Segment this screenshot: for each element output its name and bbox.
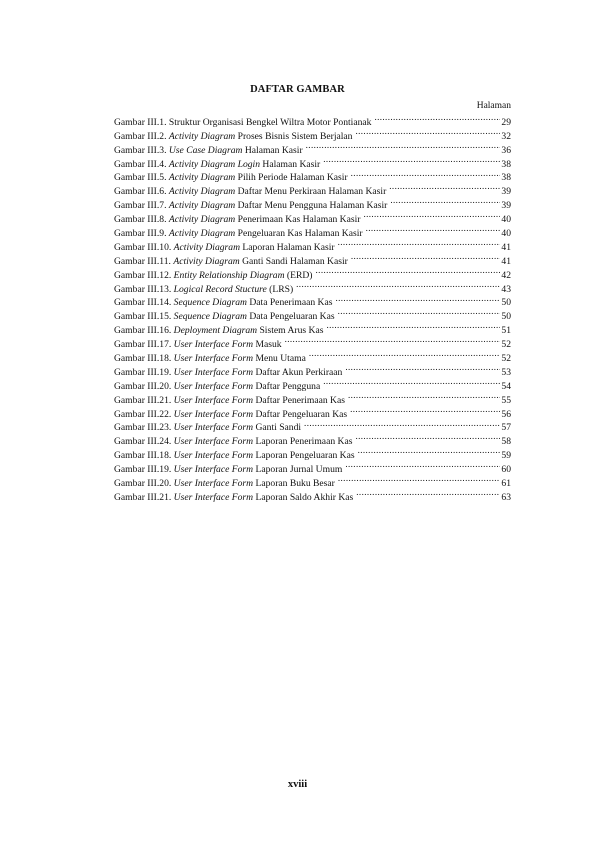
dot-leader <box>285 333 501 347</box>
figure-page-number: 58 <box>501 436 511 448</box>
figure-caption <box>114 269 313 283</box>
figure-title: Pilih Periode Halaman Kasir <box>235 172 348 184</box>
dot-leader <box>350 403 500 417</box>
figure-title: Daftar Akun Perkiraan <box>253 366 343 378</box>
figure-title-italic: Activity Diagram Login <box>168 158 261 170</box>
figure-entry[interactable] <box>114 111 511 128</box>
figure-title: (ERD) <box>284 269 313 281</box>
figure-caption <box>114 227 363 241</box>
dot-leader <box>355 125 500 139</box>
figure-page-number: 60 <box>501 464 511 476</box>
dot-leader <box>306 139 501 153</box>
figure-page-number: 38 <box>501 172 511 184</box>
dot-leader <box>323 375 500 389</box>
figure-number: Gambar III.10. <box>114 241 174 253</box>
figure-title: Daftar Menu Perkiraan Halaman Kasir <box>235 186 387 198</box>
figure-page-number: 59 <box>501 450 511 462</box>
figure-number: Gambar III.12. <box>114 269 174 281</box>
dot-leader <box>351 250 501 264</box>
figure-page-number: 56 <box>501 408 511 420</box>
dot-leader <box>356 486 500 500</box>
figure-title: Laporan Saldo Akhir Kas <box>253 491 354 503</box>
figure-number: Gambar III.6. <box>114 186 169 198</box>
figure-number: Gambar III.7. <box>114 200 169 212</box>
figure-title: Daftar Pengeluaran Kas <box>253 408 348 420</box>
figure-caption <box>114 255 348 269</box>
figure-number: Gambar III.18. <box>114 353 174 365</box>
figure-number: Gambar III.21. <box>114 491 174 503</box>
figure-title-italic: Activity Diagram <box>168 186 236 198</box>
figure-page-number: 40 <box>501 214 511 226</box>
figure-title: Masuk <box>253 339 282 351</box>
page-column-header: Halaman <box>476 101 511 111</box>
figure-number: Gambar III.18. <box>114 450 174 462</box>
figure-page-number: 40 <box>501 228 511 240</box>
figure-caption <box>114 171 348 185</box>
figure-title: (LRS) <box>266 283 294 295</box>
figure-page-number: 53 <box>501 366 511 378</box>
figure-title-italic: Sequence Diagram <box>173 311 247 323</box>
figure-title-italic: Activity Diagram <box>168 200 236 212</box>
figure-title: Data Pengeluaran Kas <box>246 311 335 323</box>
page-number: xviii <box>287 779 308 790</box>
dot-leader <box>326 319 500 333</box>
figure-page-number: 42 <box>501 269 511 281</box>
dot-leader <box>323 153 500 167</box>
dot-leader <box>366 222 501 236</box>
figure-title-italic: User Interface Form <box>173 464 254 476</box>
figure-title-italic: User Interface Form <box>173 491 254 503</box>
figure-title: Halaman Kasir <box>242 144 303 156</box>
figure-number: Gambar III.20. <box>114 380 174 392</box>
figure-page-number: 55 <box>501 394 511 406</box>
figure-number: Gambar III.9. <box>114 228 169 240</box>
figure-title-italic: User Interface Form <box>173 394 254 406</box>
figure-caption <box>114 144 303 158</box>
figure-title-italic: User Interface Form <box>173 353 254 365</box>
figure-caption <box>114 310 335 324</box>
figure-number: Gambar III.19. <box>114 366 174 378</box>
figure-number: Gambar III.8. <box>114 214 169 226</box>
figure-title-italic: Activity Diagram <box>168 130 236 142</box>
figure-number: Gambar III.20. <box>114 478 174 490</box>
figure-title-italic: Logical Record Stucture <box>173 283 267 295</box>
dot-leader <box>374 111 500 125</box>
dot-leader <box>296 278 500 292</box>
figure-caption <box>114 449 355 463</box>
figure-caption <box>114 435 352 449</box>
figure-title-italic: User Interface Form <box>173 339 254 351</box>
figure-number: Gambar III.17. <box>114 339 174 351</box>
figure-page-number: 39 <box>501 200 511 212</box>
figure-page-number: 57 <box>501 422 511 434</box>
figure-title: Ganti Sandi <box>253 422 302 434</box>
figure-number: Gambar III.11. <box>114 255 174 267</box>
figure-title-italic: Activity Diagram <box>173 241 241 253</box>
figure-number: Gambar III.13. <box>114 283 174 295</box>
figure-title: Laporan Jurnal Umum <box>253 464 343 476</box>
figure-title-italic: User Interface Form <box>173 366 254 378</box>
figure-title: Proses Bisnis Sistem Berjalan <box>235 130 353 142</box>
figure-page-number: 51 <box>501 325 511 337</box>
figure-title-italic: Activity Diagram <box>168 214 236 226</box>
dot-leader <box>390 194 500 208</box>
figure-page-number: 41 <box>501 255 511 267</box>
figure-number: Gambar III.4. <box>114 158 169 170</box>
figure-caption <box>114 199 387 213</box>
dot-leader <box>309 347 501 361</box>
figure-caption <box>114 394 345 408</box>
figure-title-italic: Activity Diagram <box>168 228 236 240</box>
figure-number: Gambar III.5. <box>114 172 169 184</box>
figure-title-italic: Deployment Diagram <box>173 325 258 337</box>
figure-title: Daftar Pengguna <box>253 380 321 392</box>
figure-title: Laporan Halaman Kasir <box>240 241 335 253</box>
dot-leader <box>348 389 500 403</box>
figure-title: Daftar Menu Pengguna Halaman Kasir <box>235 200 388 212</box>
figure-page-number: 50 <box>501 297 511 309</box>
figure-title-italic: User Interface Form <box>173 380 254 392</box>
figure-number: Gambar III.19. <box>114 464 174 476</box>
figure-page-number: 52 <box>501 353 511 365</box>
figure-caption <box>114 491 353 505</box>
figure-title: Laporan Penerimaan Kas <box>253 436 353 448</box>
dot-leader <box>304 417 500 431</box>
figure-title: Penerimaan Kas Halaman Kasir <box>235 214 361 226</box>
figure-number: Gambar III.24. <box>114 436 174 448</box>
figure-page-number: 63 <box>501 491 511 503</box>
figure-title: Data Penerimaan Kas <box>246 297 333 309</box>
figure-number: Gambar III.1. <box>114 116 169 128</box>
figure-page-number: 43 <box>501 283 511 295</box>
figure-number: Gambar III.14. <box>114 297 174 309</box>
figure-caption <box>114 366 342 380</box>
figure-caption <box>114 463 342 477</box>
figure-title: Ganti Sandi Halaman Kasir <box>239 255 348 267</box>
figure-title: Menu Utama <box>253 353 306 365</box>
figure-caption <box>114 352 306 366</box>
figure-caption <box>114 116 371 130</box>
figure-page-number: 36 <box>501 144 511 156</box>
figure-page-number: 39 <box>501 186 511 198</box>
figure-title: Laporan Buku Besar <box>253 478 335 490</box>
figure-title: Sistem Arus Kas <box>257 325 324 337</box>
figure-page-number: 54 <box>501 380 511 392</box>
figure-number: Gambar III.15. <box>114 311 174 323</box>
dot-leader <box>345 361 500 375</box>
figure-caption <box>114 477 335 491</box>
figure-number: Gambar III.21. <box>114 394 174 406</box>
figure-number: Gambar III.2. <box>114 130 169 142</box>
dot-leader <box>363 208 500 222</box>
figure-caption <box>114 185 386 199</box>
figure-caption <box>114 213 360 227</box>
dot-leader <box>338 236 501 250</box>
figure-title-italic: User Interface Form <box>173 450 254 462</box>
figure-caption <box>114 283 293 297</box>
dot-leader <box>335 292 500 306</box>
figure-title: Daftar Penerimaan Kas <box>253 394 345 406</box>
figure-title-italic: Entity Relationship Diagram <box>173 269 285 281</box>
figure-title-italic: User Interface Form <box>173 422 254 434</box>
figure-page-number: 61 <box>501 478 511 490</box>
figure-title-italic: Activity Diagram <box>168 172 236 184</box>
dot-leader <box>345 458 500 472</box>
figure-page-number: 50 <box>501 311 511 323</box>
figure-caption <box>114 380 320 394</box>
figure-caption <box>114 158 320 172</box>
figure-caption <box>114 241 335 255</box>
figure-number: Gambar III.23. <box>114 422 174 434</box>
figure-title: Halaman Kasir <box>260 158 321 170</box>
figure-title: Laporan Pengeluaran Kas <box>253 450 355 462</box>
figure-caption <box>114 338 282 352</box>
dot-leader <box>338 472 501 486</box>
figure-caption <box>114 296 332 310</box>
dot-leader <box>338 305 501 319</box>
figure-page-number: 38 <box>501 158 511 170</box>
page-title: DAFTAR GAMBAR <box>250 84 345 95</box>
figure-caption <box>114 421 301 435</box>
figure-title-italic: User Interface Form <box>173 436 254 448</box>
figure-page-number: 41 <box>501 241 511 253</box>
dot-leader <box>358 444 501 458</box>
figure-number: Gambar III.3. <box>114 144 169 156</box>
dot-leader <box>389 180 500 194</box>
figure-title-italic: Activity Diagram <box>173 255 240 267</box>
dot-leader <box>351 167 501 181</box>
figure-title-italic: Sequence Diagram <box>173 297 247 309</box>
figure-list <box>114 111 511 503</box>
figure-page-number: 32 <box>501 130 511 142</box>
figure-title-italic: User Interface Form <box>173 408 254 420</box>
figure-number: Gambar III.16. <box>114 325 174 337</box>
figure-title-italic: Use Case Diagram <box>168 144 243 156</box>
figure-page-number: 29 <box>501 116 511 128</box>
figure-number: Gambar III.22. <box>114 408 174 420</box>
dot-leader <box>316 264 501 278</box>
figure-title: Pengeluaran Kas Halaman Kasir <box>235 228 363 240</box>
figure-title: Struktur Organisasi Bengkel Wiltra Motor Pontianak <box>168 116 372 128</box>
dot-leader <box>355 430 500 444</box>
figure-title-italic: User Interface Form <box>173 478 254 490</box>
figure-page-number: 52 <box>501 339 511 351</box>
